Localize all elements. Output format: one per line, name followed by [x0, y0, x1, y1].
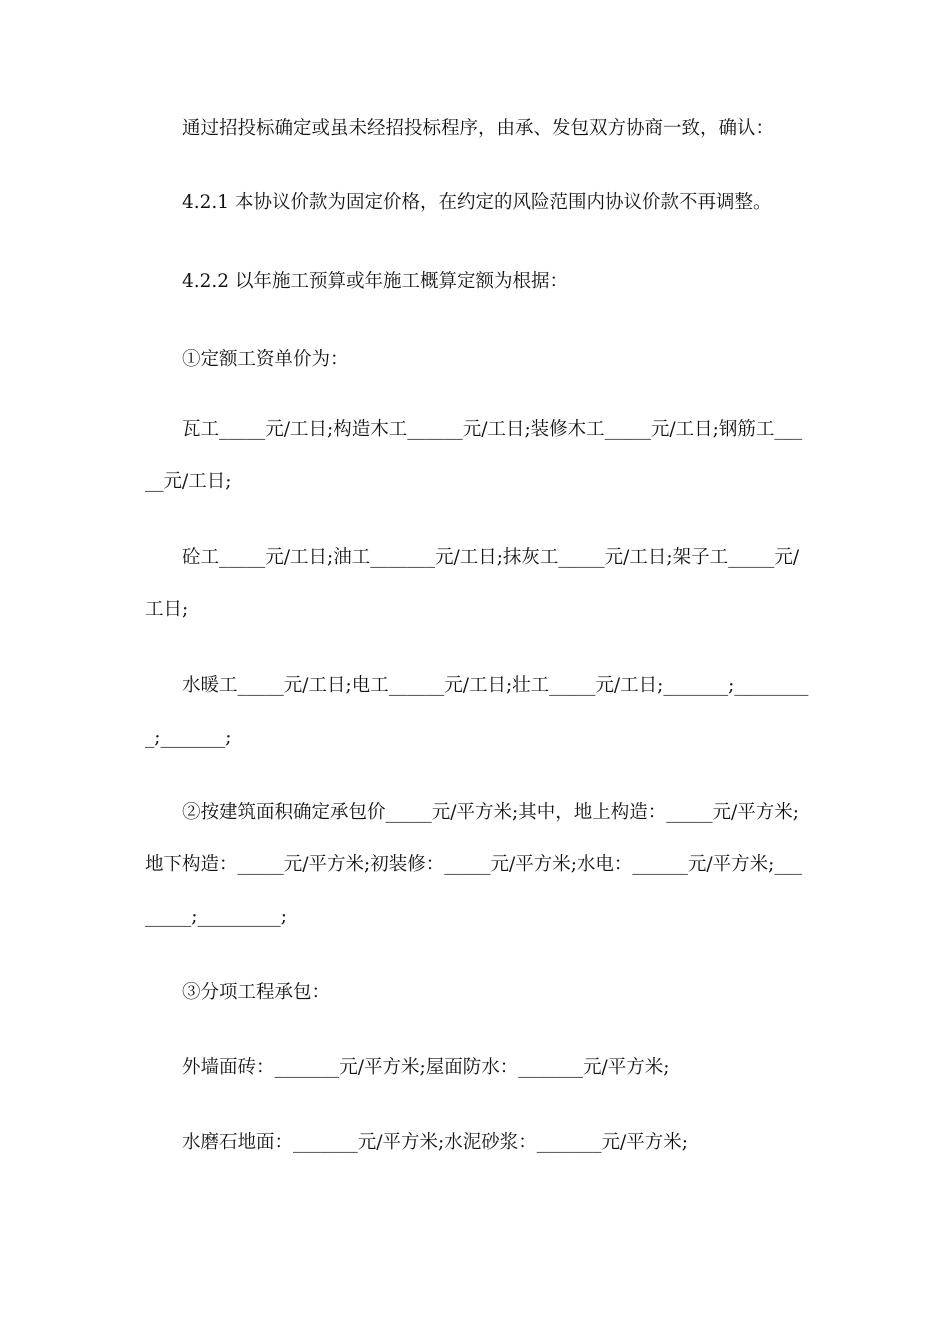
paragraph-wage-rates-3: 水暖工_____元/工日;电工______元/工日;壮工_____元/工日;_______;_________;_______; — [145, 675, 809, 748]
paragraph-wage-unit-price-heading: ①定额工资单价为： — [182, 349, 349, 370]
paragraph-subitem-heading: ③分项工程承包： — [182, 982, 331, 1003]
paragraph-bidding-confirmation: 通过招投标确定或虽未经招投标程序，由承、发包双方协商一致，确认： — [182, 118, 775, 139]
paragraph-wage-rates-2: 砼工_____元/工日;油工_______元/工日;抹灰工_____元/工日;架子工_____元/工日; — [145, 547, 800, 620]
paragraph-wage-rates-1: 瓦工_____元/工日;构造木工______元/工日;装修木工_____元/工日;钢筋工_____元/工日; — [145, 419, 803, 492]
paragraph-subitem-rates-2: 水磨石地面：_______元/平方米;水泥砂浆：_______元/平方米; — [182, 1132, 688, 1153]
paragraph-clause-4-2-2: 4.2.2 以年施工预算或年施工概算定额为根据： — [182, 271, 568, 292]
paragraph-subitem-rates-1: 外墙面砖：_______元/平方米;屋面防水：_______元/平方米; — [182, 1057, 670, 1078]
paragraph-area-contract-price: ②按建筑面积确定承包价_____元/平方米;其中，地上构造：_____元/平方米;地下构造：_____元/平方米;初装修：_____元/平方米;水电：______元/平方米;________;_________; — [145, 802, 803, 927]
paragraph-clause-4-2-1: 4.2.1 本协议价款为固定价格，在约定的风险范围内协议价款不再调整。 — [182, 192, 772, 213]
